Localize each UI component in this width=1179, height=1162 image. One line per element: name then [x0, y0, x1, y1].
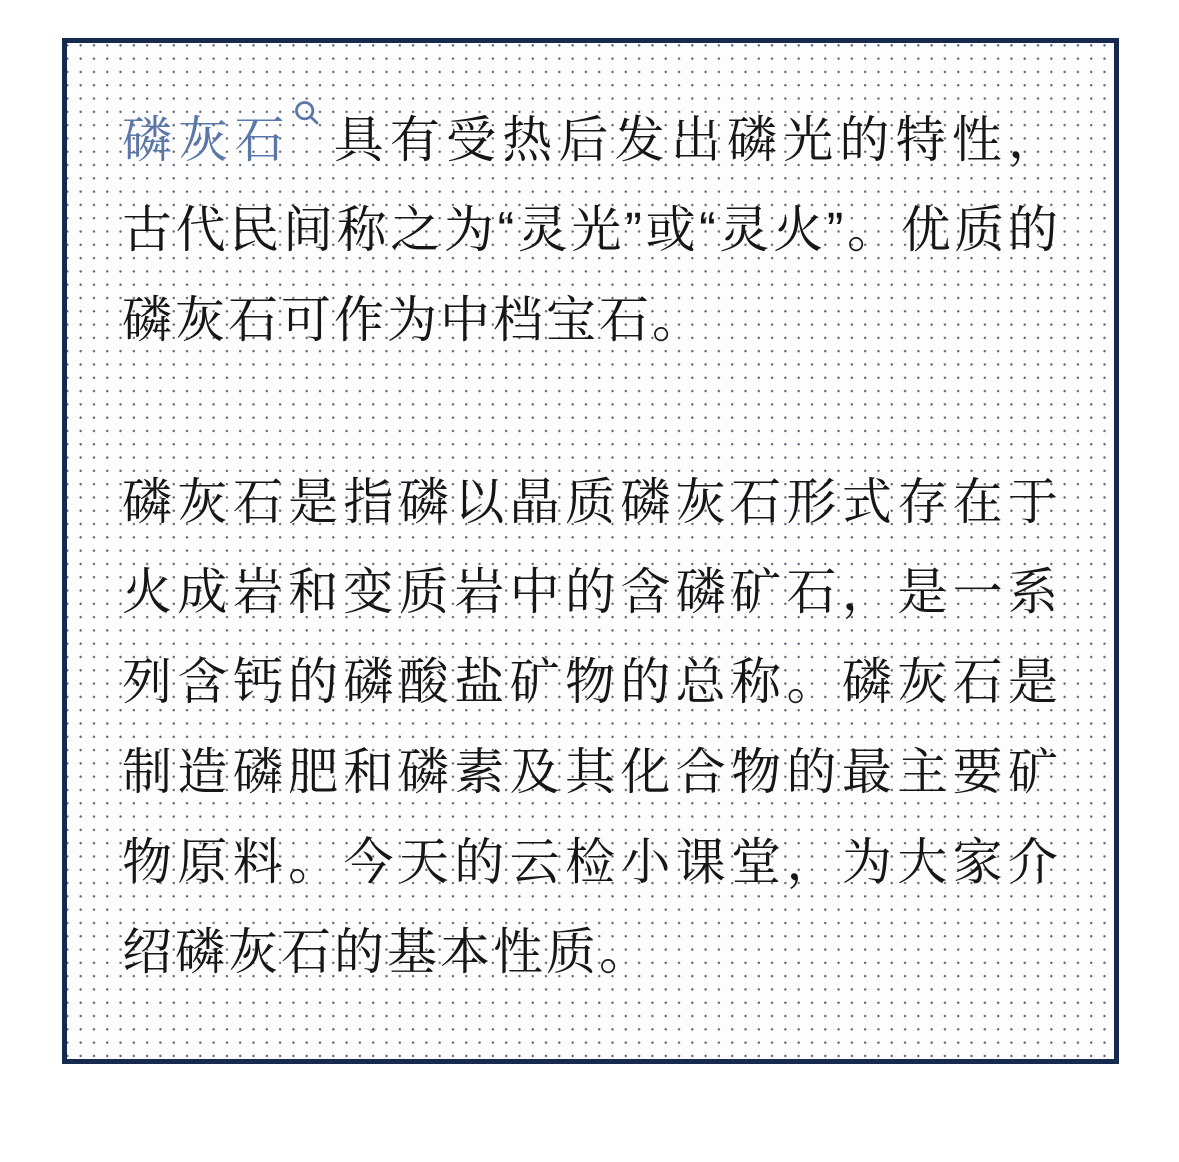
- article-content: [67, 43, 1114, 997]
- paragraph-intro: [122, 95, 1061, 365]
- search-icon[interactable]: [293, 95, 323, 185]
- paragraph-intro-text: 具有受热后发出磷光的特性，古代民间称之为“灵光”或“灵火”。优质的磷灰石可作为中档宝石。: [122, 112, 1061, 348]
- entity-link-label[interactable]: 磷灰石: [122, 112, 291, 168]
- paragraph-body: 磷灰石是指磷以晶质磷灰石形式存在于火成岩和变质岩中的含磷矿石，是一系列含钙的磷酸盐矿物的总称。磷灰石是制造磷肥和磷素及其化合物的最主要矿物原料。今天的云检小课堂，为大家介绍磷灰石的基本性质。: [122, 474, 1061, 980]
- entity-link-apatite[interactable]: [122, 112, 331, 168]
- article-card: [62, 38, 1119, 1064]
